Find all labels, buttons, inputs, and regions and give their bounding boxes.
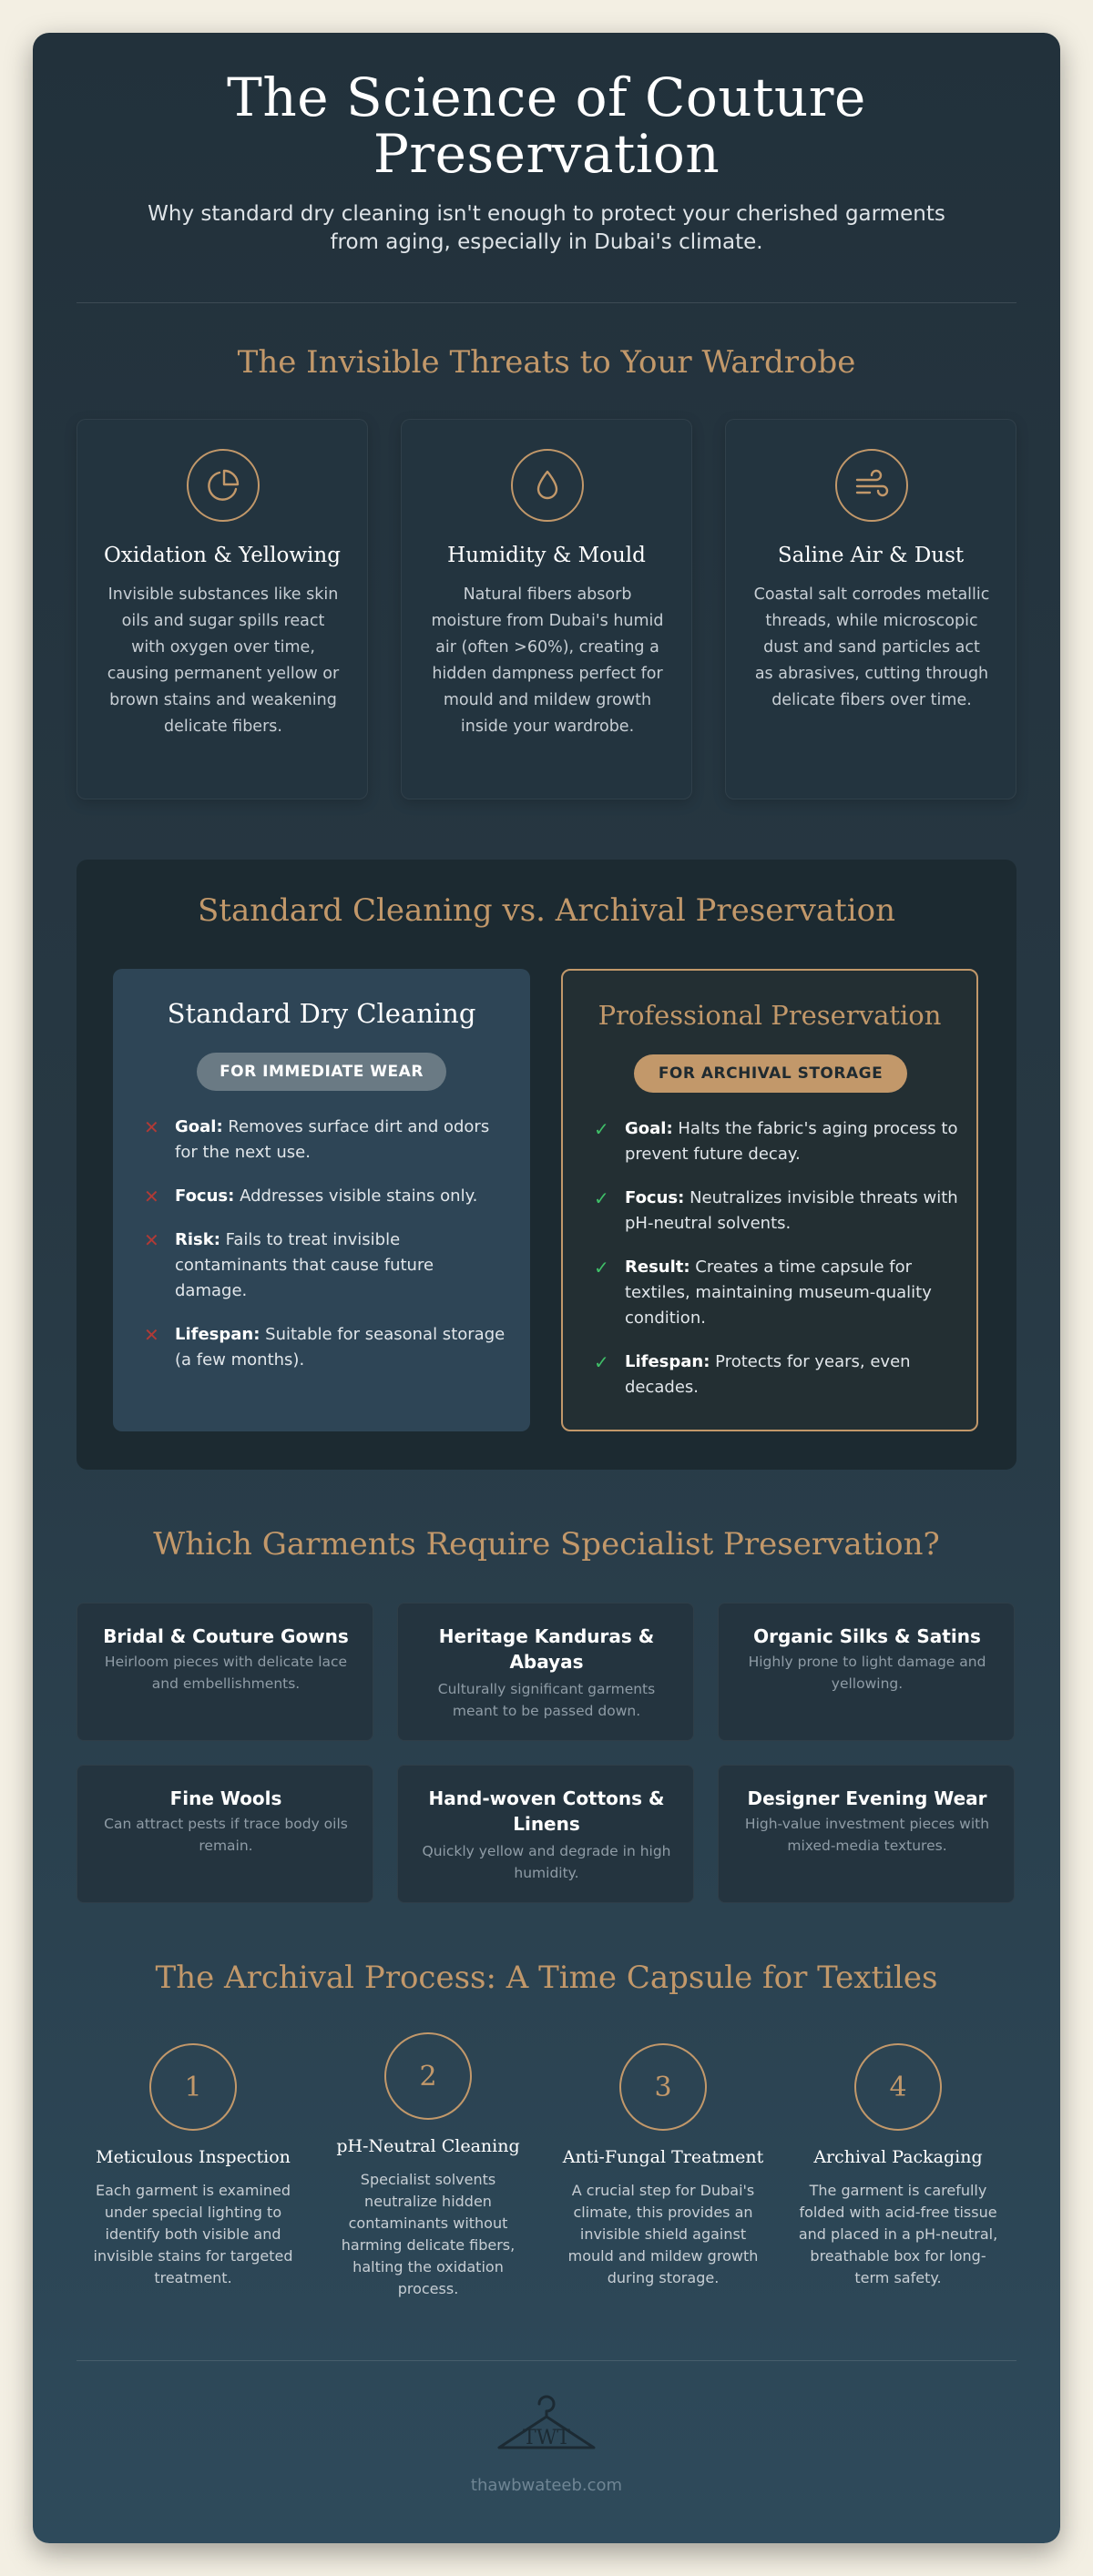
garment-description: Quickly yellow and degrade in high humidity. xyxy=(422,1843,671,1881)
comparison-heading: Standard Cleaning vs. Archival Preservation xyxy=(197,892,895,929)
cross-icon: ✕ xyxy=(144,1116,159,1138)
cross-icon: ✕ xyxy=(144,1186,159,1207)
professional-point-goal: ✓ Goal: Halts the fabric's aging process to prevent future decay. xyxy=(594,1118,958,1164)
comparison-panel xyxy=(77,860,1016,1470)
step-title: Anti-Fungal Treatment xyxy=(562,2147,764,2167)
footer-divider xyxy=(77,2360,1016,2361)
garment-card xyxy=(77,1603,373,1741)
step-title: pH-Neutral Cleaning xyxy=(336,2136,520,2156)
garment-name: Designer Evening Wear xyxy=(747,1787,987,1809)
step-title: Meticulous Inspection xyxy=(96,2147,291,2167)
logo-text: TWT xyxy=(523,2427,570,2449)
check-icon: ✓ xyxy=(594,1187,609,1209)
immediate-wear-badge: FOR IMMEDIATE WEAR xyxy=(197,1053,446,1091)
standard-cleaning-column xyxy=(113,969,530,1431)
threat-title: Oxidation & Yellowing xyxy=(104,544,341,567)
cross-icon: ✕ xyxy=(144,1324,159,1346)
step-description: Each garment is examined under special lighting to identify both visible and invisible stains for targeted treatment. xyxy=(93,2182,293,2286)
hanger-logo-icon xyxy=(492,2391,601,2460)
garment-card xyxy=(77,1765,373,1903)
garment-card xyxy=(397,1765,694,1903)
threat-card-oxidation xyxy=(77,419,368,799)
standard-point-lifespan: ✕ Lifespan: Suitable for seasonal storage (a few months). xyxy=(144,1324,506,1369)
droplet-icon xyxy=(511,449,584,522)
page-subtitle: Why standard dry cleaning isn't enough to protect your cherished garments from aging, especially in Dubai's climate. xyxy=(148,202,945,254)
check-icon: ✓ xyxy=(594,1351,609,1373)
header-divider xyxy=(77,302,1016,303)
infographic-card xyxy=(33,33,1060,2543)
garment-card xyxy=(718,1603,1015,1741)
footer-url[interactable]: thawbwateeb.com xyxy=(470,2476,623,2495)
garment-description: Culturally significant garments meant to be passed down. xyxy=(437,1681,656,1719)
standard-point-goal: ✕ Goal: Removes surface dirt and odors for the next use. xyxy=(144,1116,490,1162)
threat-title: Saline Air & Dust xyxy=(777,544,965,567)
garment-name: Organic Silks & Satins xyxy=(753,1625,981,1647)
step-description: Specialist solvents neutralize hidden contaminants without harming delicate fibers, halting the oxidation process. xyxy=(341,2171,516,2297)
process-heading: The Archival Process: A Time Capsule for Textiles xyxy=(155,1960,938,1996)
step-number-2: 2 xyxy=(384,2032,472,2120)
garment-card xyxy=(397,1603,694,1741)
garment-name: Bridal & Couture Gowns xyxy=(103,1625,349,1647)
step-description: A crucial step for Dubai's climate, this provides an invisible shield against mould and mildew growth during storage. xyxy=(567,2182,759,2286)
standard-point-focus: ✕ Focus: Addresses visible stains only. xyxy=(144,1186,478,1207)
threats-heading: The Invisible Threats to Your Wardrobe xyxy=(237,344,856,381)
threat-description: Natural fibers absorb moisture from Dubai's humid air (often >60%), creating a hidden dampness perfect for mould and mildew growth inside your wardrobe. xyxy=(431,585,664,736)
threat-description: Invisible substances like skin oils and sugar spills react with oxygen over time, causing permanent yellow or brown stains and weakening delicate fibers. xyxy=(107,585,340,736)
garments-heading: Which Garments Require Specialist Preservation? xyxy=(153,1526,940,1563)
garment-name: Hand-woven Cottons & Linens xyxy=(428,1787,665,1835)
garment-description: Heirloom pieces with delicate lace and embellishments. xyxy=(104,1654,348,1692)
step-description: The garment is carefully folded with acid-free tissue and placed in a pH-neutral, breathable box for long-term safety. xyxy=(798,2182,998,2286)
professional-point-focus: ✓ Focus: Neutralizes invisible threats with pH-neutral solvents. xyxy=(594,1187,958,1233)
check-icon: ✓ xyxy=(594,1257,609,1278)
step-number-4: 4 xyxy=(854,2043,942,2131)
standard-title: Standard Dry Cleaning xyxy=(167,998,476,1029)
threat-title: Humidity & Mould xyxy=(447,544,646,567)
pie-chart-icon xyxy=(187,449,260,522)
cross-icon: ✕ xyxy=(144,1229,159,1251)
standard-point-risk: ✕ Risk: Fails to treat invisible contaminants that cause future damage. xyxy=(144,1229,434,1300)
page-title: The Science of Couture Preservation xyxy=(227,66,866,185)
garment-name: Heritage Kanduras & Abayas xyxy=(438,1625,655,1673)
garment-description: High-value investment pieces with mixed-media textures. xyxy=(744,1816,990,1854)
garment-card xyxy=(718,1765,1015,1903)
step-number-3: 3 xyxy=(619,2043,707,2131)
professional-preservation-column xyxy=(561,969,978,1431)
professional-point-result: ✓ Result: Creates a time capsule for textiles, maintaining museum-quality condition. xyxy=(594,1257,932,1328)
archival-storage-badge: FOR ARCHIVAL STORAGE xyxy=(634,1054,907,1093)
professional-title: Professional Preservation xyxy=(598,1000,942,1031)
step-title: Archival Packaging xyxy=(813,2147,983,2167)
threat-card-humidity xyxy=(401,419,692,799)
threat-card-saline xyxy=(725,419,1016,799)
garment-description: Can attract pests if trace body oils remain. xyxy=(104,1816,348,1854)
professional-point-lifespan: ✓ Lifespan: Protects for years, even decades. xyxy=(594,1351,911,1397)
garment-name: Fine Wools xyxy=(169,1787,282,1809)
step-number-1: 1 xyxy=(149,2043,237,2131)
threat-description: Coastal salt corrodes metallic threads, while microscopic dust and sand particles act as abrasives, cutting through delicate fibers over time. xyxy=(753,585,990,709)
check-icon: ✓ xyxy=(594,1118,609,1140)
garment-description: Highly prone to light damage and yellowing. xyxy=(748,1654,986,1692)
wind-icon xyxy=(835,449,908,522)
